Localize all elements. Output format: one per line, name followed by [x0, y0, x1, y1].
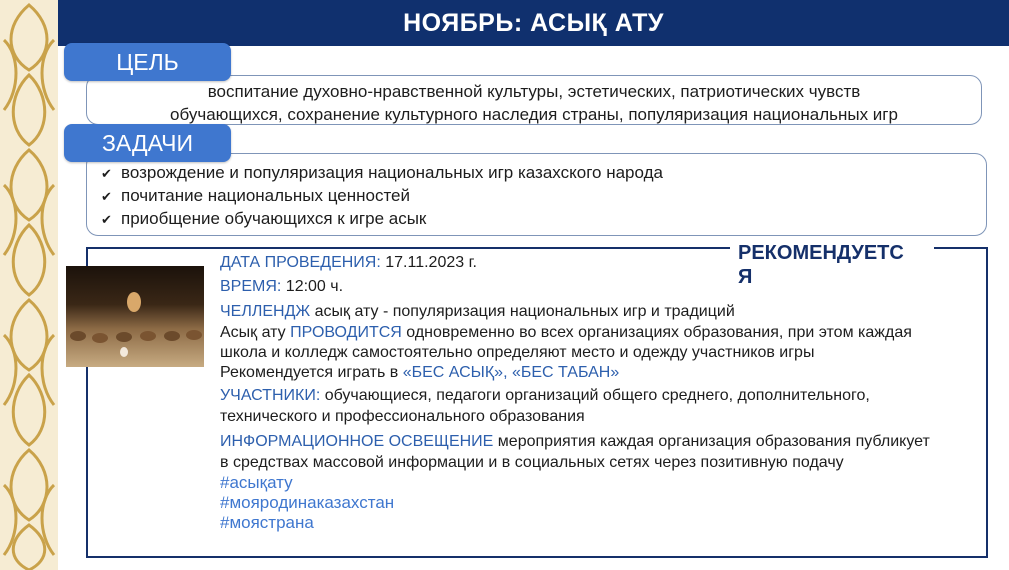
header-bar — [58, 0, 1009, 46]
date-label: ДАТА ПРОВЕДЕНИЯ: — [220, 254, 381, 271]
hashtag-link[interactable]: #асықату — [220, 473, 293, 492]
event-time — [220, 278, 343, 296]
goal-text-line1: воспитание духовно-нравственной культуры, эстетических, патриотических чувств — [207, 82, 861, 101]
task-item — [101, 186, 410, 206]
conducted-label: ПРОВОДИТСЯ — [290, 324, 402, 341]
challenge-label: ЧЕЛЛЕНДЖ — [220, 303, 311, 320]
conducted-line — [220, 324, 912, 342]
tasks-label: ЗАДАЧИ — [64, 124, 231, 162]
recommended-heading-line2: Я — [738, 266, 753, 288]
conducted-pre: Асық ату — [220, 324, 291, 341]
ornament-pattern — [0, 0, 58, 570]
asyk-photo — [66, 266, 204, 367]
goal-label: ЦЕЛЬ — [64, 43, 231, 81]
task-text: почитание национальных ценностей — [121, 186, 411, 205]
conducted-text: одновременно во всех организациях образования, при этом каждая — [401, 324, 912, 341]
goal-text — [87, 80, 981, 126]
challenge-text: асық ату - популяризация национальных игр и традиций — [310, 303, 735, 320]
media-line2: в средствах массовой информации и в социальных сетях через позитивную подачу — [220, 454, 844, 471]
recommended-heading-line1: РЕКОМЕНДУЕТС — [738, 242, 904, 264]
tasks-box — [86, 153, 987, 236]
hashtag-link[interactable]: #мояродинаказахстан — [220, 493, 395, 512]
media-label: ИНФОРМАЦИОННОЕ ОСВЕЩЕНИЕ — [220, 433, 494, 450]
participants-line — [220, 387, 870, 405]
media-line — [220, 433, 930, 451]
event-date — [220, 254, 477, 272]
hashtag-link[interactable]: #моястрана — [220, 513, 314, 532]
time-label: ВРЕМЯ: — [220, 278, 282, 295]
page-title: НОЯБРЬ: АСЫҚ АТУ — [403, 9, 664, 37]
task-item — [101, 163, 663, 183]
conducted-line2: школа и колледж самостоятельно определяют место и одежду участников игры — [220, 344, 815, 361]
ornament-border — [0, 0, 58, 570]
challenge-line — [220, 303, 735, 321]
participants-label: УЧАСТНИКИ: — [220, 387, 321, 404]
recommend-pre: Рекомендуется играть в — [220, 364, 403, 381]
check-icon: ✔ — [101, 212, 112, 227]
asyk-bones-image — [66, 266, 204, 367]
task-text: приобщение обучающихся к игре асык — [121, 209, 427, 228]
participants-line2: технического и профессионального образования — [220, 408, 585, 425]
recommended-heading — [730, 241, 934, 289]
recommend-games: «БЕС АСЫҚ», «БЕС ТАБАН» — [402, 364, 620, 381]
participants-text: обучающиеся, педагоги организаций общего среднего, дополнительного, — [320, 387, 870, 404]
date-value: 17.11.2023 г. — [380, 254, 477, 271]
check-icon: ✔ — [101, 189, 112, 204]
task-text: возрождение и популяризация национальных игр казахского народа — [121, 163, 663, 182]
recommend-line — [220, 364, 619, 382]
media-text: мероприятия каждая организация образования публикует — [493, 433, 930, 450]
time-value: 12:00 ч. — [281, 278, 344, 295]
goal-box — [86, 75, 982, 125]
goal-text-line2: обучающихся, сохранение культурного наследия страны, популяризация национальных игр — [170, 105, 898, 124]
task-item — [101, 209, 426, 229]
check-icon: ✔ — [101, 166, 112, 181]
